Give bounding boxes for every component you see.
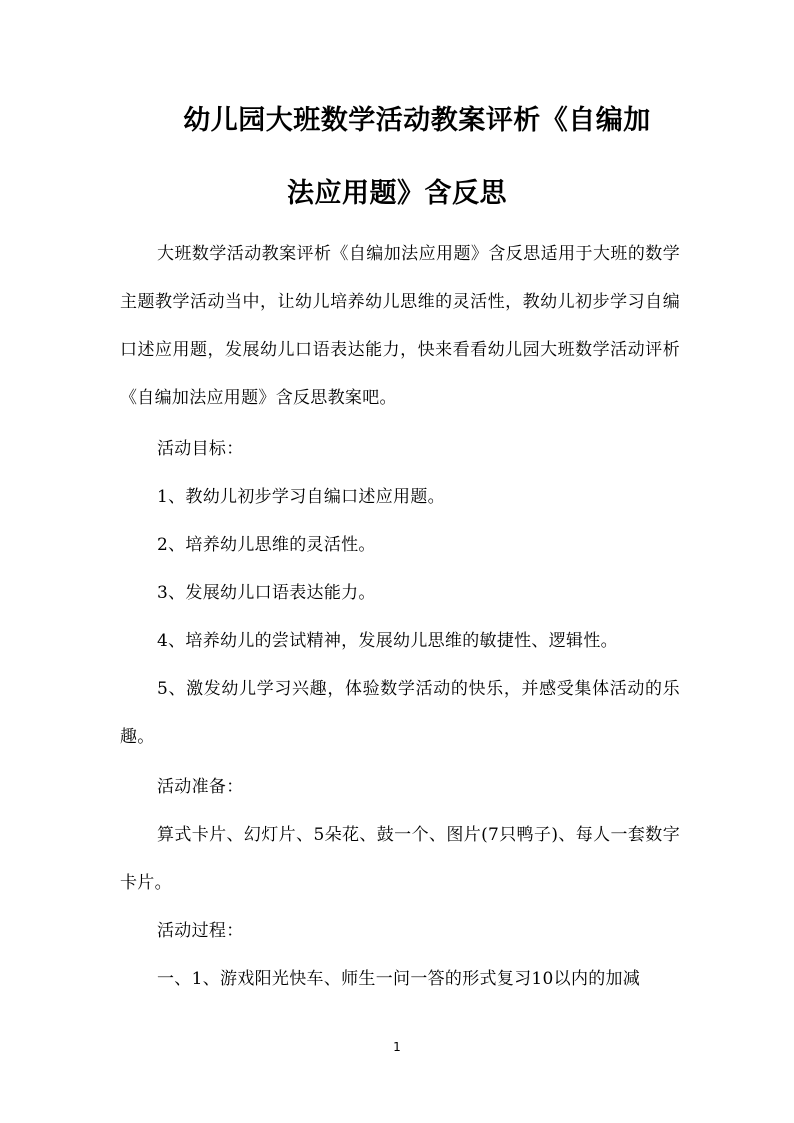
goal-item-4: 4、培养幼儿的尝试精神，发展幼儿思维的敏捷性、逻辑性。 [157,631,618,651]
page-number: 1 [393,1040,401,1054]
document-title-line-2: 法应用题》含反思 [287,178,507,209]
prep-heading: 活动准备： [157,777,244,797]
goal-item-1: 1、教幼儿初步学习自编口述应用题。 [157,487,445,507]
goal-item-3: 3、发展幼儿口语表达能力。 [157,583,376,603]
prep-text: 算式卡片、幻灯片、5朵花、鼓一个、图片(7只鸭子)、每人一套数字卡片。 [120,825,680,893]
goals-heading: 活动目标： [157,439,244,459]
process-step-1: 一、1、游戏阳光快车、师生一问一答的形式复习10以内的加减 [157,969,641,989]
intro-paragraph: 大班数学活动教案评析《自编加法应用题》含反思适用于大班的数学主题教学活动当中，让幼儿培养幼儿思维的灵活性，教幼儿初步学习自编口述应用题，发展幼儿口语表达能力，快来看看幼儿园大班数学活动评析《自编加法应用题》含反思教案吧。 [120,244,680,408]
process-heading: 活动过程： [157,921,244,941]
goal-item-5: 5、激发幼儿学习兴趣，体验数学活动的快乐，并感受集体活动的乐趣。 [120,679,680,747]
goal-item-2: 2、培养幼儿思维的灵活性。 [157,535,376,555]
document-title-line-1: 幼儿园大班数学活动教案评析《自编加 [183,105,651,136]
